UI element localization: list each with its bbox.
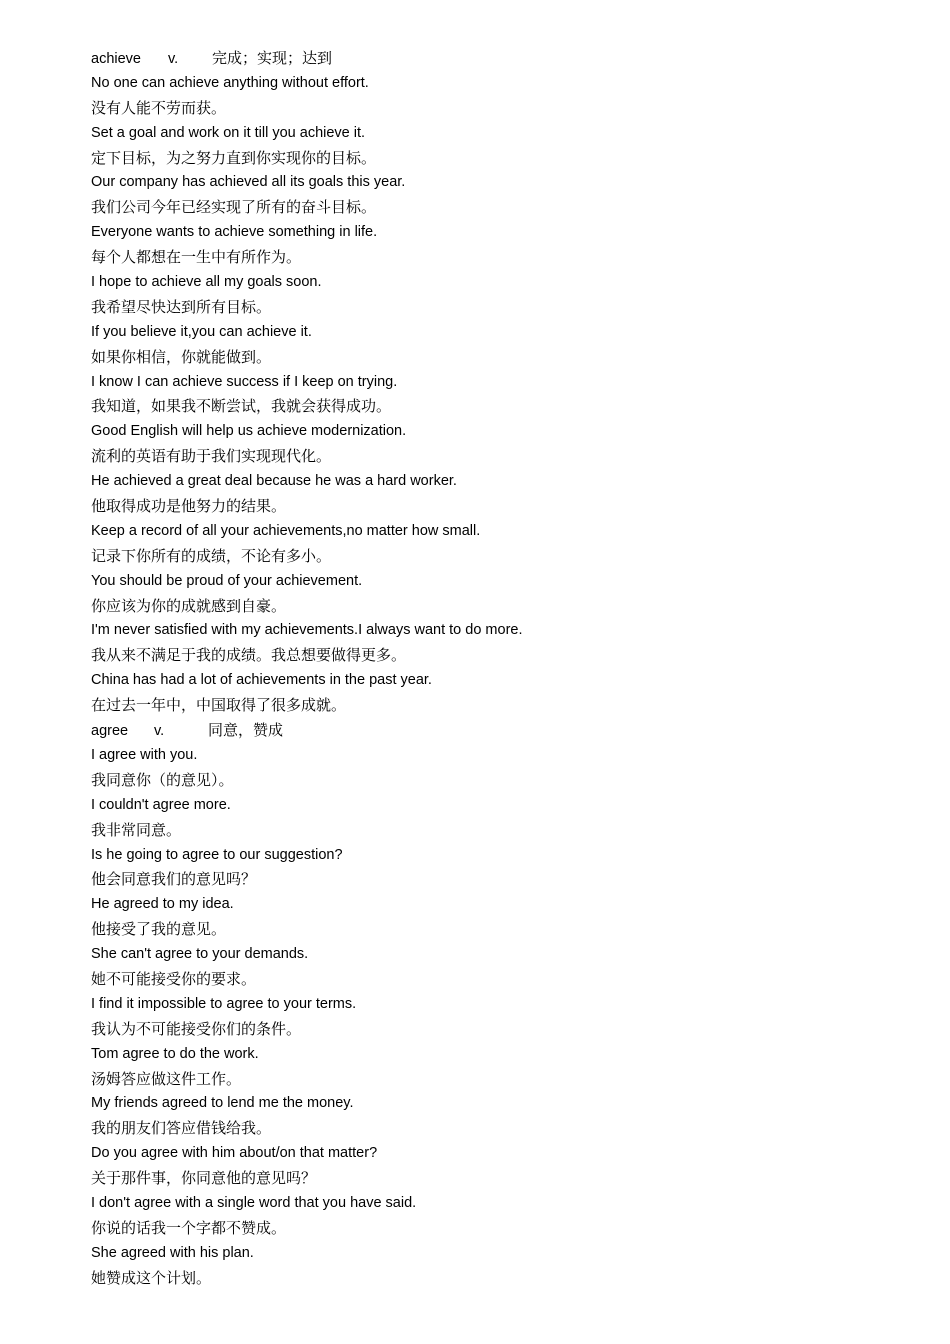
example-chinese: 我同意你（的意见）。 bbox=[91, 770, 234, 789]
example-english: I know I can achieve success if I keep on trying. bbox=[91, 373, 398, 390]
example-chinese: 汤姆答应做这件工作。 bbox=[91, 1069, 242, 1088]
example-chinese: 我知道，如果我不断尝试，我就会获得成功。 bbox=[91, 397, 392, 416]
example-chinese: 没有人能不劳而获。 bbox=[91, 98, 227, 117]
example-chinese: 他接受了我的意见。 bbox=[91, 920, 227, 939]
example-english: No one can achieve anything without effort. bbox=[91, 74, 369, 91]
example-chinese: 你应该为你的成就感到自豪。 bbox=[91, 596, 287, 615]
headword: agree bbox=[91, 723, 129, 740]
example-english: My friends agreed to lend me the money. bbox=[91, 1095, 354, 1112]
example-english: I hope to achieve all my goals soon. bbox=[91, 274, 322, 291]
example-english: Everyone wants to achieve something in life. bbox=[91, 224, 378, 241]
example-chinese: 关于那件事，你同意他的意见吗？ bbox=[91, 1169, 317, 1188]
headword-meaning: 完成；实现；达到 bbox=[212, 49, 333, 67]
example-english: She agreed with his plan. bbox=[91, 1244, 254, 1261]
example-english: Is he going to agree to our suggestion? bbox=[91, 846, 343, 863]
example-english: I agree with you. bbox=[91, 746, 198, 763]
example-english: I find it impossible to agree to your terms. bbox=[91, 995, 357, 1012]
headword: achieve bbox=[91, 51, 141, 67]
example-english: I couldn't agree more. bbox=[91, 796, 231, 813]
entry-headword-line bbox=[91, 46, 911, 71]
example-english: If you believe it,you can achieve it. bbox=[91, 323, 312, 340]
example-chinese: 流利的英语有助于我们实现现代化。 bbox=[91, 447, 332, 466]
part-of-speech: v. bbox=[154, 723, 165, 740]
example-chinese: 她赞成这个计划。 bbox=[91, 1268, 212, 1287]
document-page bbox=[91, 46, 911, 1291]
entry-headword-line bbox=[91, 718, 911, 743]
example-english: China has had a lot of achievements in the past year. bbox=[91, 672, 432, 689]
example-chinese: 我们公司今年已经实现了所有的奋斗目标。 bbox=[91, 198, 377, 217]
example-chinese: 我从来不满足于我的成绩。我总想要做得更多。 bbox=[91, 646, 407, 665]
example-chinese: 他取得成功是他努力的结果。 bbox=[91, 497, 287, 516]
example-chinese: 我的朋友们答应借钱给我。 bbox=[91, 1119, 272, 1138]
example-chinese: 每个人都想在一生中有所作为。 bbox=[91, 248, 302, 267]
example-english: He agreed to my idea. bbox=[91, 896, 234, 913]
example-english: Do you agree with him about/on that matter? bbox=[91, 1145, 378, 1162]
example-english: She can't agree to your demands. bbox=[91, 946, 309, 963]
example-english: Set a goal and work on it till you achieve it. bbox=[91, 124, 366, 141]
part-of-speech: v. bbox=[168, 51, 179, 67]
example-chinese: 如果你相信，你就能做到。 bbox=[91, 347, 272, 366]
example-english: You should be proud of your achievement. bbox=[91, 572, 363, 589]
example-chinese: 记录下你所有的成绩，不论有多小。 bbox=[91, 546, 332, 565]
example-chinese: 她不可能接受你的要求。 bbox=[91, 969, 257, 988]
example-chinese: 我认为不可能接受你们的条件。 bbox=[91, 1019, 302, 1038]
example-chinese: 你说的话我一个字都不赞成。 bbox=[91, 1218, 287, 1237]
example-chinese: 我希望尽快达到所有目标。 bbox=[91, 297, 272, 316]
example-english: I'm never satisfied with my achievements.I always want to do more. bbox=[91, 622, 523, 639]
example-chinese: 他会同意我们的意见吗？ bbox=[91, 870, 257, 889]
example-english: Good English will help us achieve modernization. bbox=[91, 423, 407, 440]
example-chinese: 在过去一年中，中国取得了很多成就。 bbox=[91, 696, 347, 715]
example-english: Our company has achieved all its goals this year. bbox=[91, 174, 406, 191]
example-english: He achieved a great deal because he was a hard worker. bbox=[91, 473, 457, 490]
headword-meaning: 同意，赞成 bbox=[208, 721, 284, 740]
example-chinese: 定下目标，为之努力直到你实现你的目标。 bbox=[91, 148, 377, 167]
example-english: Tom agree to do the work. bbox=[91, 1045, 259, 1062]
example-english: Keep a record of all your achievements,no matter how small. bbox=[91, 522, 481, 539]
example-english: I don't agree with a single word that you have said. bbox=[91, 1194, 417, 1211]
example-chinese: 我非常同意。 bbox=[91, 820, 182, 839]
